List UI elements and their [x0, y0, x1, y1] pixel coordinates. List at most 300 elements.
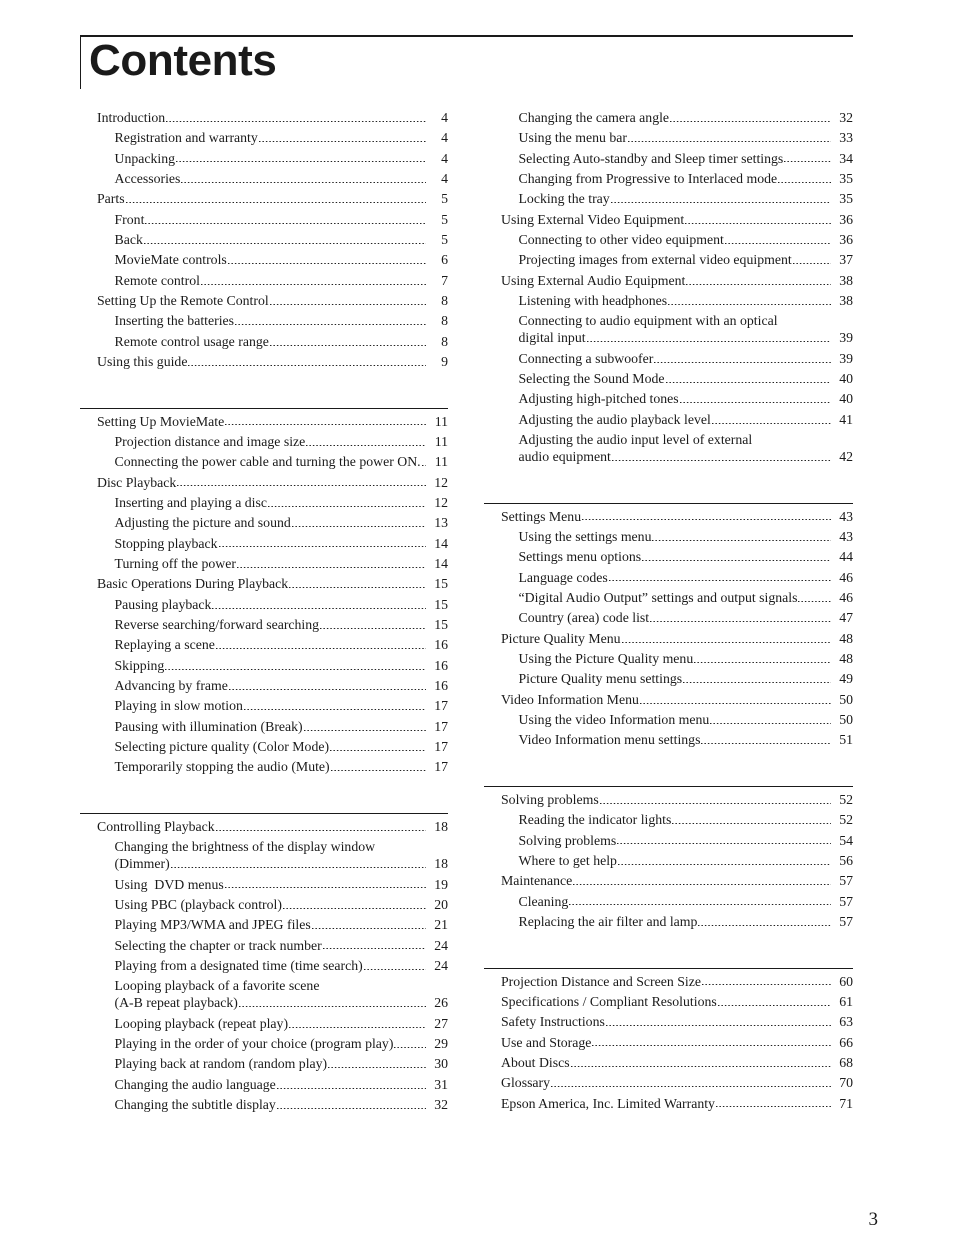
dot-leader: [164, 657, 426, 674]
toc-entry-chapter: [501, 791, 853, 808]
toc-entry-chapter: [97, 474, 448, 491]
toc-entry-title: Video Information Menu: [501, 691, 639, 707]
toc-entry-title: Advancing by frame: [114, 678, 228, 694]
toc-entry-topic: [97, 718, 448, 735]
toc-entry-title: Using the menu bar: [518, 130, 627, 146]
toc-entry-page: 71: [839, 1095, 853, 1111]
toc-entry-page: 48: [839, 630, 853, 646]
toc-entry-title: Country (area) code list: [518, 610, 650, 626]
toc-entry-chapter: [97, 818, 448, 835]
toc-entry-line: [501, 272, 853, 289]
toc-entry-line: [519, 150, 854, 167]
toc-entry-title: Solving problems: [501, 791, 599, 807]
toc-entry-line: [115, 453, 449, 470]
toc-entry-page: 43: [839, 529, 853, 544]
toc-entry-topic: [97, 596, 448, 613]
toc-entry-page: 47: [839, 610, 853, 626]
toc-entry-title: Controlling Playback: [97, 818, 215, 834]
toc-entry-title: Back: [114, 232, 143, 248]
toc-entry-topic: [501, 711, 853, 728]
toc-entry-page: 8: [441, 333, 448, 349]
toc-entry-line: [115, 170, 449, 187]
toc-entry-title: About Discs: [501, 1054, 570, 1070]
toc-entry-title: Setting Up the Remote Control: [97, 293, 269, 309]
toc-entry-topic: [97, 697, 448, 714]
toc-entry-line: [519, 292, 854, 309]
toc-entry-line: [97, 292, 448, 309]
toc-entry-title: Using this guide: [97, 354, 188, 370]
toc-entry-line: [115, 677, 449, 694]
toc-entry-line: [115, 251, 449, 268]
toc-entry-line: [519, 852, 854, 869]
toc-entry-topic: [97, 977, 448, 1011]
toc-entry-title: Maintenance: [501, 873, 573, 889]
toc-entry-line: [115, 838, 449, 855]
toc-entry-title: Language codes: [518, 569, 608, 585]
toc-entry-page: 13: [434, 515, 448, 531]
toc-entry-page: 19: [434, 876, 448, 892]
dot-leader: [700, 731, 831, 748]
toc-column-left: [97, 109, 448, 1116]
toc-entry-topic: [501, 811, 853, 828]
dot-leader: [572, 872, 831, 889]
toc-entry-page: 18: [434, 856, 448, 872]
toc-entry-line: [97, 413, 448, 430]
dot-leader: [682, 670, 831, 687]
toc-entry-page: 5: [441, 211, 448, 227]
dot-leader: [616, 832, 831, 849]
toc-entry-page: 8: [441, 293, 448, 309]
toc-entry-title: Replacing the air filter and lamp: [518, 914, 698, 929]
toc-entry-page: 17: [434, 718, 448, 734]
toc-entry-page: 57: [839, 873, 853, 889]
toc-entry-topic: [97, 896, 448, 913]
toc-entry-line: [501, 1013, 853, 1030]
toc-entry-topic: [97, 916, 448, 933]
toc-entry-title: Accessories: [114, 171, 181, 187]
toc-entry-title: Projection Distance and Screen Size: [501, 973, 701, 989]
toc-section: [484, 503, 853, 748]
dot-leader: [550, 1074, 831, 1091]
dot-leader: [591, 1034, 831, 1051]
toc-entry-line: [115, 535, 449, 552]
toc-entry-title: Locking the tray: [518, 191, 610, 207]
dot-leader: [665, 370, 832, 387]
toc-section: [97, 109, 448, 370]
toc-entry-title: Temporarily stopping the audio (Mute): [114, 759, 330, 775]
toc-entry-line: [501, 1095, 853, 1112]
toc-entry-topic: [501, 731, 853, 748]
toc-entry-page: 20: [434, 897, 448, 912]
toc-entry-title: Use and Storage: [501, 1034, 592, 1050]
toc-entry-line: [519, 431, 854, 448]
toc-entry-page: 5: [441, 232, 448, 248]
toc-entry-title: Cleaning: [518, 893, 569, 909]
toc-entry-topic: [97, 453, 448, 470]
toc-entry-line: [97, 190, 448, 207]
toc-entry-page: 16: [434, 657, 448, 673]
toc-entry-line: [115, 916, 449, 933]
toc-entry-line: [501, 993, 853, 1010]
toc-entry-chapter: [97, 413, 448, 430]
toc-entry-line: [519, 390, 854, 407]
dot-leader: [797, 589, 831, 606]
toc-entry-title-continued: (Dimmer): [114, 856, 170, 872]
dot-leader: [187, 353, 426, 370]
toc-entry-chapter: [501, 508, 853, 525]
toc-entry-page: 63: [839, 1014, 853, 1030]
toc-entry-title: Using the video Information menu: [518, 712, 710, 728]
toc-entry-title: Pausing playback: [114, 596, 212, 612]
toc-entry-chapter: [501, 211, 853, 228]
toc-entry-line: [519, 811, 854, 828]
toc-entry-title: Stopping playback: [114, 535, 218, 551]
toc-entry-chapter: [97, 292, 448, 309]
toc-entry-title: Adjusting the picture and sound: [114, 515, 291, 531]
toc-entry-line: [501, 872, 853, 889]
toc-entry-line: [501, 1034, 853, 1051]
dot-leader: [269, 333, 426, 350]
toc-entry-page: 12: [434, 474, 448, 490]
toc-entry-page: 37: [839, 252, 853, 268]
toc-entry-title: Adjusting the audio input level of external: [518, 432, 753, 448]
toc-section: [484, 968, 853, 1112]
toc-entry-chapter: [501, 973, 853, 990]
dot-leader: [258, 129, 426, 146]
toc-entry-title: Disc Playback: [97, 474, 177, 490]
toc-entry-topic: [97, 535, 448, 552]
dot-leader: [267, 494, 426, 511]
toc-entry-chapter: [97, 353, 448, 370]
dot-leader: [667, 292, 831, 309]
toc-entry-line: [519, 893, 854, 910]
dot-leader: [671, 811, 831, 828]
toc-entry-title: Epson America, Inc. Limited Warranty: [501, 1095, 715, 1111]
toc-entry-line: [115, 1096, 449, 1113]
toc-entry-page: 43: [839, 508, 853, 524]
toc-entry-line: [115, 231, 449, 248]
dot-leader: [777, 170, 831, 187]
toc-entry-title: Where to get help: [518, 852, 617, 868]
dot-leader: [570, 1054, 831, 1071]
toc-entry-title: Basic Operations During Playback: [97, 576, 289, 592]
toc-entry-title: Playing in the order of your choice (program play): [114, 1036, 394, 1052]
toc-entry-chapter: [501, 1054, 853, 1071]
dot-leader: [319, 616, 426, 633]
toc-entry-title: Playing MP3/WMA and JPEG files: [114, 917, 311, 933]
toc-entry-title: Looping playback (repeat play): [114, 1015, 289, 1031]
toc-entry-line: [115, 596, 449, 613]
toc-section: [80, 813, 448, 1113]
toc-entry-line: [115, 494, 449, 511]
toc-entry-page: 27: [434, 1015, 448, 1031]
toc-entry-title: Projection distance and image size: [114, 433, 306, 449]
toc-entry-topic: [97, 758, 448, 775]
toc-entry-page: 24: [434, 958, 448, 974]
toc-entry-line: [115, 697, 449, 714]
toc-entry-topic: [501, 609, 853, 626]
toc-entry-topic: [97, 1076, 448, 1093]
toc-entry-page: 32: [839, 110, 853, 125]
toc-entry-page: 15: [434, 617, 448, 633]
toc-entry-topic: [97, 738, 448, 755]
toc-entry-chapter: [97, 575, 448, 592]
toc-entry-chapter: [501, 691, 853, 708]
dot-leader: [311, 916, 426, 933]
toc-column-right: [501, 109, 853, 1115]
dot-leader: [393, 1035, 426, 1052]
toc-entry-chapter: [501, 872, 853, 889]
toc-entry-page: 39: [839, 330, 853, 346]
toc-entry-chapter: [501, 993, 853, 1010]
dot-leader: [724, 231, 831, 248]
toc-entry-topic: [501, 832, 853, 849]
toc-entry-title: Changing the subtitle display: [114, 1097, 276, 1113]
toc-entry-page: 57: [839, 893, 853, 909]
toc-entry-line: [115, 738, 449, 755]
dot-leader: [218, 535, 426, 552]
toc-entry-title: Remote control: [114, 272, 200, 288]
toc-entry-topic: [97, 514, 448, 531]
toc-entry-topic: [97, 433, 448, 450]
toc-entry-page: 7: [441, 272, 448, 288]
toc-entry-line: [115, 937, 449, 954]
toc-entry-page: 46: [839, 590, 853, 606]
toc-entry-line: [519, 129, 854, 146]
toc-entry-line: [115, 994, 449, 1011]
dot-leader: [697, 913, 831, 930]
toc-entry-page: 49: [839, 671, 853, 687]
toc-entry-title: Using DVD menus: [114, 876, 224, 892]
toc-entry-title: Looping playback of a favorite scene: [114, 978, 320, 994]
dot-leader: [211, 596, 426, 613]
toc-entry-page: 38: [839, 293, 853, 309]
toc-entry-page: 48: [839, 651, 853, 667]
dot-leader: [227, 251, 426, 268]
toc-entry-topic: [501, 312, 853, 346]
toc-entry-title: Selecting Auto-standby and Sleep timer settings: [518, 150, 784, 166]
dot-leader: [165, 109, 426, 126]
toc-entry-chapter: [97, 190, 448, 207]
toc-entry-line: [501, 973, 853, 990]
toc-entry-topic: [501, 292, 853, 309]
toc-entry-topic: [97, 150, 448, 167]
toc-entry-title-continued: audio equipment: [518, 449, 611, 465]
dot-leader: [685, 272, 831, 289]
toc-entry-line: [97, 474, 448, 491]
toc-entry-line: [519, 448, 854, 465]
toc-entry-title: Adjusting the audio playback level: [518, 411, 711, 427]
toc-entry-title: Settings Menu: [501, 508, 582, 524]
toc-entry-title: Selecting the Sound Mode: [518, 371, 665, 387]
toc-entry-line: [519, 548, 854, 565]
toc-entry-topic: [97, 272, 448, 289]
toc-entry-title: Settings menu options: [518, 549, 642, 565]
toc-entry-page: 66: [839, 1034, 853, 1050]
dot-leader: [224, 413, 426, 430]
toc-entry-page: 21: [434, 917, 448, 933]
dot-leader: [303, 718, 426, 735]
toc-entry-page: 32: [434, 1097, 448, 1113]
toc-entry-title: Connecting the power cable and turning the power ON.: [114, 454, 421, 470]
toc-entry-topic: [97, 170, 448, 187]
toc-entry-line: [519, 569, 854, 586]
toc-entry-line: [519, 670, 854, 687]
dot-leader: [684, 211, 831, 228]
toc-entry-page: 15: [434, 576, 448, 592]
toc-entry-page: 18: [434, 818, 448, 834]
toc-entry-topic: [97, 494, 448, 511]
toc-entry-line: [519, 731, 854, 748]
toc-entry-line: [115, 1015, 449, 1032]
toc-entry-page: 17: [434, 759, 448, 775]
toc-entry-page: 41: [839, 411, 853, 427]
dot-leader: [715, 1095, 831, 1112]
dot-leader: [238, 994, 426, 1011]
toc-entry-line: [115, 1055, 449, 1072]
toc-entry-page: 4: [441, 171, 448, 187]
toc-entry-title: Using External Video Equipment: [501, 211, 685, 227]
toc-entry-line: [519, 589, 854, 606]
toc-entry-line: [97, 109, 448, 126]
toc-entry-topic: [97, 129, 448, 146]
toc-entry-title: Adjusting high-pitched tones: [518, 391, 679, 407]
dot-leader: [639, 691, 831, 708]
toc-entry-page: 14: [434, 535, 448, 551]
dot-leader: [641, 548, 831, 565]
toc-entry-topic: [97, 251, 448, 268]
toc-entry-line: [115, 333, 449, 350]
toc-entry-page: 51: [839, 732, 853, 748]
toc-entry-page: 26: [434, 995, 448, 1011]
dot-leader: [627, 129, 831, 146]
toc-entry-page: 39: [839, 350, 853, 366]
toc-entry-topic: [501, 251, 853, 268]
toc-entry-title: Playing in slow motion: [114, 698, 243, 714]
toc-entry-title: Replaying a scene: [114, 637, 215, 653]
toc-entry-page: 57: [839, 914, 853, 929]
toc-entry-line: [519, 190, 854, 207]
toc-entry-topic: [97, 1055, 448, 1072]
page-title: Contents: [89, 36, 277, 85]
toc-entry-topic: [97, 333, 448, 350]
toc-entry-page: 29: [434, 1036, 448, 1052]
toc-entry-line: [519, 832, 854, 849]
dot-leader: [792, 251, 831, 268]
page-number: 3: [868, 1209, 878, 1230]
toc-entry-page: 31: [434, 1076, 448, 1092]
toc-entry-line: [501, 1074, 853, 1091]
toc-entry-line: [501, 630, 853, 647]
toc-entry-line: [519, 650, 854, 667]
toc-entry-page: 12: [434, 495, 448, 510]
toc-entry-title: Picture Quality menu settings: [518, 671, 683, 687]
toc-entry-topic: [501, 589, 853, 606]
toc-entry-title: Solving problems: [518, 832, 617, 848]
toc-entry-line: [115, 718, 449, 735]
toc-entry-line: [519, 609, 854, 626]
dot-leader: [291, 514, 426, 531]
dot-leader: [327, 1055, 426, 1072]
toc-entry-line: [519, 312, 854, 329]
toc-entry-page: 9: [441, 354, 448, 370]
toc-entry-page: 38: [839, 272, 853, 288]
toc-entry-page: 46: [839, 569, 853, 585]
toc-entry-line: [115, 758, 449, 775]
toc-entry-topic: [97, 957, 448, 974]
toc-entry-page: 4: [441, 110, 448, 125]
toc-entry-chapter: [501, 1074, 853, 1091]
toc-entry-title: Projecting images from external video equipment: [518, 252, 792, 268]
toc-entry-chapter: [501, 272, 853, 289]
dot-leader: [608, 569, 831, 586]
dot-leader: [276, 1096, 426, 1113]
dot-leader: [605, 1013, 831, 1030]
toc-entry-line: [519, 370, 854, 387]
dot-leader: [611, 448, 831, 465]
toc-entry-line: [115, 876, 449, 893]
toc-entry-topic: [97, 1015, 448, 1032]
toc-section: [80, 408, 448, 775]
toc-entry-line: [115, 129, 449, 146]
toc-entry-topic: [501, 350, 853, 367]
toc-entry-title: Turning off the power: [114, 556, 236, 572]
dot-leader: [649, 609, 831, 626]
dot-leader: [282, 896, 426, 913]
dot-leader: [234, 312, 426, 329]
toc-entry-page: 17: [434, 698, 448, 714]
toc-entry-line: [97, 575, 448, 592]
toc-entry-page: 11: [434, 433, 448, 449]
toc-entry-line: [519, 231, 854, 248]
dot-leader: [581, 508, 831, 525]
toc-entry-title: Reverse searching/forward searching: [114, 617, 320, 633]
dot-leader: [568, 893, 831, 910]
toc-entry-topic: [97, 616, 448, 633]
toc-entry-line: [501, 691, 853, 708]
toc-entry-topic: [97, 937, 448, 954]
toc-entry-page: 8: [441, 313, 448, 329]
toc-entry-topic: [501, 411, 853, 428]
toc-entry-line: [97, 818, 448, 835]
dot-leader: [669, 109, 831, 126]
dot-leader: [599, 791, 831, 808]
toc-entry-title: Reading the indicator lights: [518, 812, 672, 828]
toc-entry-topic: [97, 677, 448, 694]
toc-entry-line: [501, 1054, 853, 1071]
dot-leader: [421, 453, 426, 470]
toc-entry-title: Introduction: [97, 110, 166, 125]
toc-entry-chapter: [501, 1013, 853, 1030]
toc-entry-line: [519, 170, 854, 187]
toc-entry-title: Changing from Progressive to Interlaced mode: [518, 171, 778, 187]
toc-section: [501, 109, 853, 465]
toc-entry-topic: [501, 370, 853, 387]
toc-entry-topic: [501, 569, 853, 586]
toc-entry-page: 36: [839, 211, 853, 227]
toc-entry-title: Connecting a subwoofer: [518, 350, 654, 366]
dot-leader: [243, 697, 426, 714]
toc-entry-page: 15: [434, 596, 448, 612]
dot-leader: [276, 1076, 426, 1093]
toc-entry-topic: [501, 913, 853, 930]
dot-leader: [176, 474, 426, 491]
toc-entry-title: Safety Instructions: [501, 1014, 605, 1030]
toc-entry-title: Using the settings menu: [518, 529, 652, 544]
toc-entry-title: Parts: [97, 191, 125, 207]
toc-entry-page: 50: [839, 712, 853, 728]
toc-entry-title: Picture Quality Menu: [501, 630, 621, 646]
